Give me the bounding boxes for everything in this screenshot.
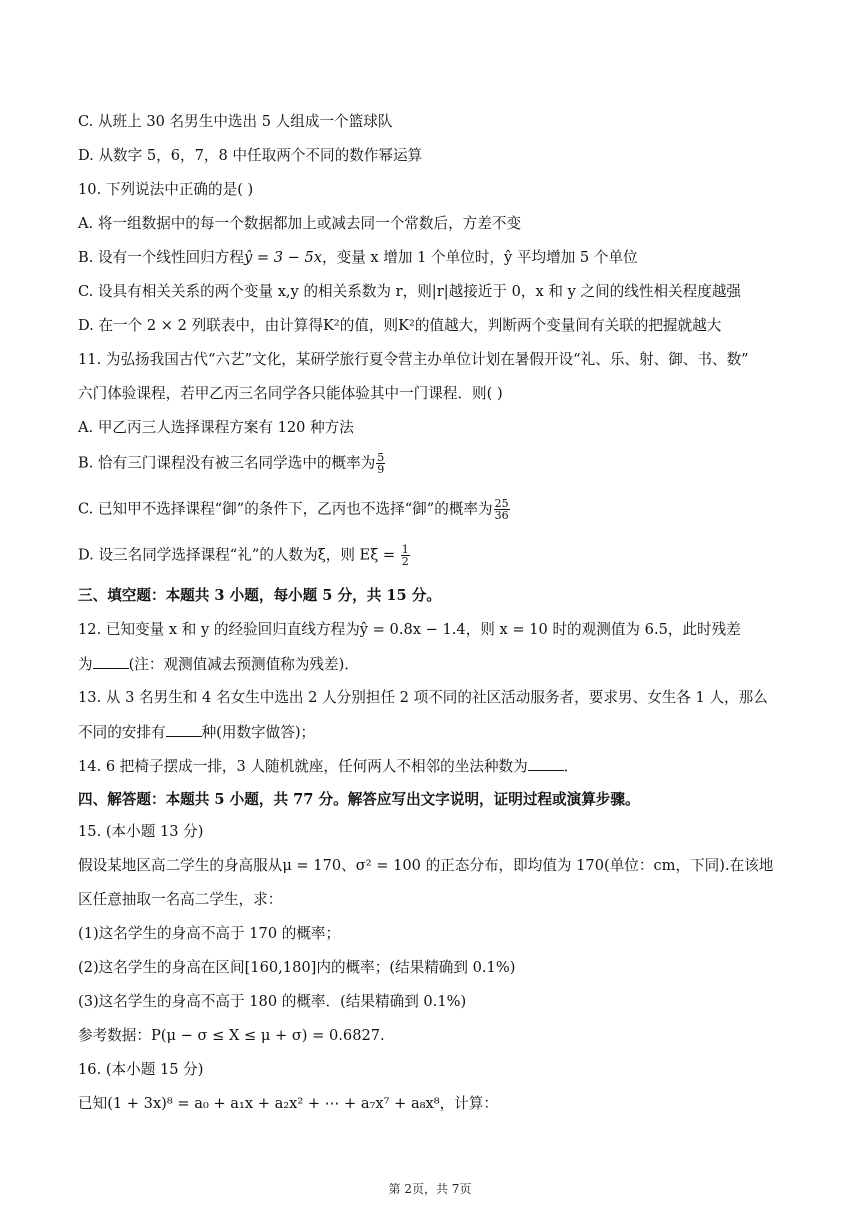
question-15-part-1: (1)这名学生的身高不高于 170 的概率； <box>78 925 341 942</box>
option-10a: A. 将一组数据中的每一个数据都加上或减去同一个常数后，方差不变 <box>78 215 522 232</box>
question-14 <box>78 756 578 777</box>
option-9d: D. 从数字 5，6，7，8 中任取两个不同的数作幂运算 <box>78 147 423 164</box>
fraction-1-2 <box>401 544 410 567</box>
question-13-cont <box>78 722 315 743</box>
option-11d <box>78 544 411 567</box>
question-13: 13. 从 3 名男生和 4 名女生中选出 2 人分别担任 2 项不同的社区活动服务者，要求男、女生各 1 人，那么 <box>78 689 768 706</box>
question-15-part-2: (2)这名学生的身高在区间[160,180]内的概率；(结果精确到 0.1%) <box>78 959 516 976</box>
question-14-suffix: ． <box>563 758 579 775</box>
option-11b-text: B. 恰有三门课程没有被三名同学选中的概率为 <box>78 454 376 472</box>
question-12-prefix: 为 <box>78 656 93 673</box>
option-10d: D. 在一个 2 × 2 列联表中，由计算得K²的值，则K²的值越大，判断两个变量间有关联的把握就越大 <box>78 317 722 334</box>
answer-blank <box>528 756 564 771</box>
answer-blank <box>93 654 129 669</box>
option-11c <box>78 498 511 521</box>
question-14-text: 14. 6 把椅子摆成一排，3 人随机就座，任何两人不相邻的坐法种数为 <box>78 758 528 775</box>
page-footer: 第 2页，共 7页 <box>388 1182 472 1196</box>
fraction-denominator: 36 <box>494 509 509 522</box>
question-12-cont <box>78 654 359 675</box>
option-10c: C. 设具有相关关系的两个变量 x,y 的相关系数为 r，则|r|越接近于 0，x 和 y 之间的线性相关程度越强 <box>78 283 742 300</box>
section-3-heading: 三、填空题：本题共 3 小题，每小题 5 分，共 15 分。 <box>78 587 441 604</box>
question-12: 12. 已知变量 x 和 y 的经验回归直线方程为ŷ = 0.8x − 1.4，则 x = 10 时的观测值为 6.5，此时残差 <box>78 621 741 638</box>
fraction-denominator: 2 <box>401 555 409 568</box>
question-10: 10. 下列说法中正确的是( ) <box>78 181 254 198</box>
option-9c: C. 从班上 30 名男生中选出 5 人组成一个篮球队 <box>78 113 393 130</box>
fraction-25-36 <box>494 498 510 521</box>
question-15-text-cont: 区任意抽取一名高二学生，求： <box>78 891 283 908</box>
question-16-text: 已知(1 + 3x)⁸ = a₀ + a₁x + a₂x² + ⋯ + a₇x⁷ + a₈x⁸，计算： <box>78 1095 498 1112</box>
question-13-suffix: 种(用数字做答)； <box>201 724 316 741</box>
question-15-header: 15. (本小题 13 分) <box>78 823 204 840</box>
option-11a: A. 甲乙丙三人选择课程方案有 120 种方法 <box>78 419 354 436</box>
question-15-part-3: (3)这名学生的身高不高于 180 的概率．(结果精确到 0.1%) <box>78 993 467 1010</box>
option-11b <box>78 452 386 475</box>
question-16-header: 16. (本小题 15 分) <box>78 1061 204 1078</box>
fraction-5-9 <box>376 452 385 475</box>
option-10b-text: B. 设有一个线性回归方程 <box>78 249 244 266</box>
fraction-denominator: 9 <box>377 463 385 476</box>
reference-data: 参考数据：P(μ − σ ≤ X ≤ μ + σ) = 0.6827. <box>78 1027 385 1044</box>
question-13-prefix: 不同的安排有 <box>78 724 166 741</box>
answer-blank <box>166 722 202 737</box>
regression-equation: ŷ = 3 − 5x <box>243 249 323 266</box>
question-11-cont: 六门体验课程，若甲乙丙三名同学各只能体验其中一门课程．则( ) <box>78 385 503 402</box>
question-15-text: 假设某地区高二学生的身高服从μ = 170、σ² = 100 的正态分布，即均值为 170(单位：cm，下同).在该地 <box>78 857 774 874</box>
option-10b-tail: ，变量 x 增加 1 个单位时，ŷ 平均增加 5 个单位 <box>322 249 638 266</box>
fraction-numerator: 5 <box>377 451 385 464</box>
option-10b <box>78 248 638 268</box>
fraction-numerator: 1 <box>401 543 409 556</box>
question-11: 11. 为弘扬我国古代“六艺”文化，某研学旅行夏令营主办单位计划在暑假开设“礼、乐、射、御、书、数” <box>78 351 749 368</box>
question-12-suffix: (注：观测值减去预测值称为残差)． <box>128 656 359 673</box>
fraction-numerator: 25 <box>494 497 509 510</box>
option-11d-text: D. 设三名同学选择课程“礼”的人数为ξ，则 Eξ = <box>78 546 400 564</box>
section-4-heading: 四、解答题：本题共 5 小题，共 77 分。解答应写出文字说明，证明过程或演算步骤。 <box>78 791 640 808</box>
option-11c-text: C. 已知甲不选择课程“御”的条件下，乙丙也不选择“御”的概率为 <box>78 500 493 518</box>
